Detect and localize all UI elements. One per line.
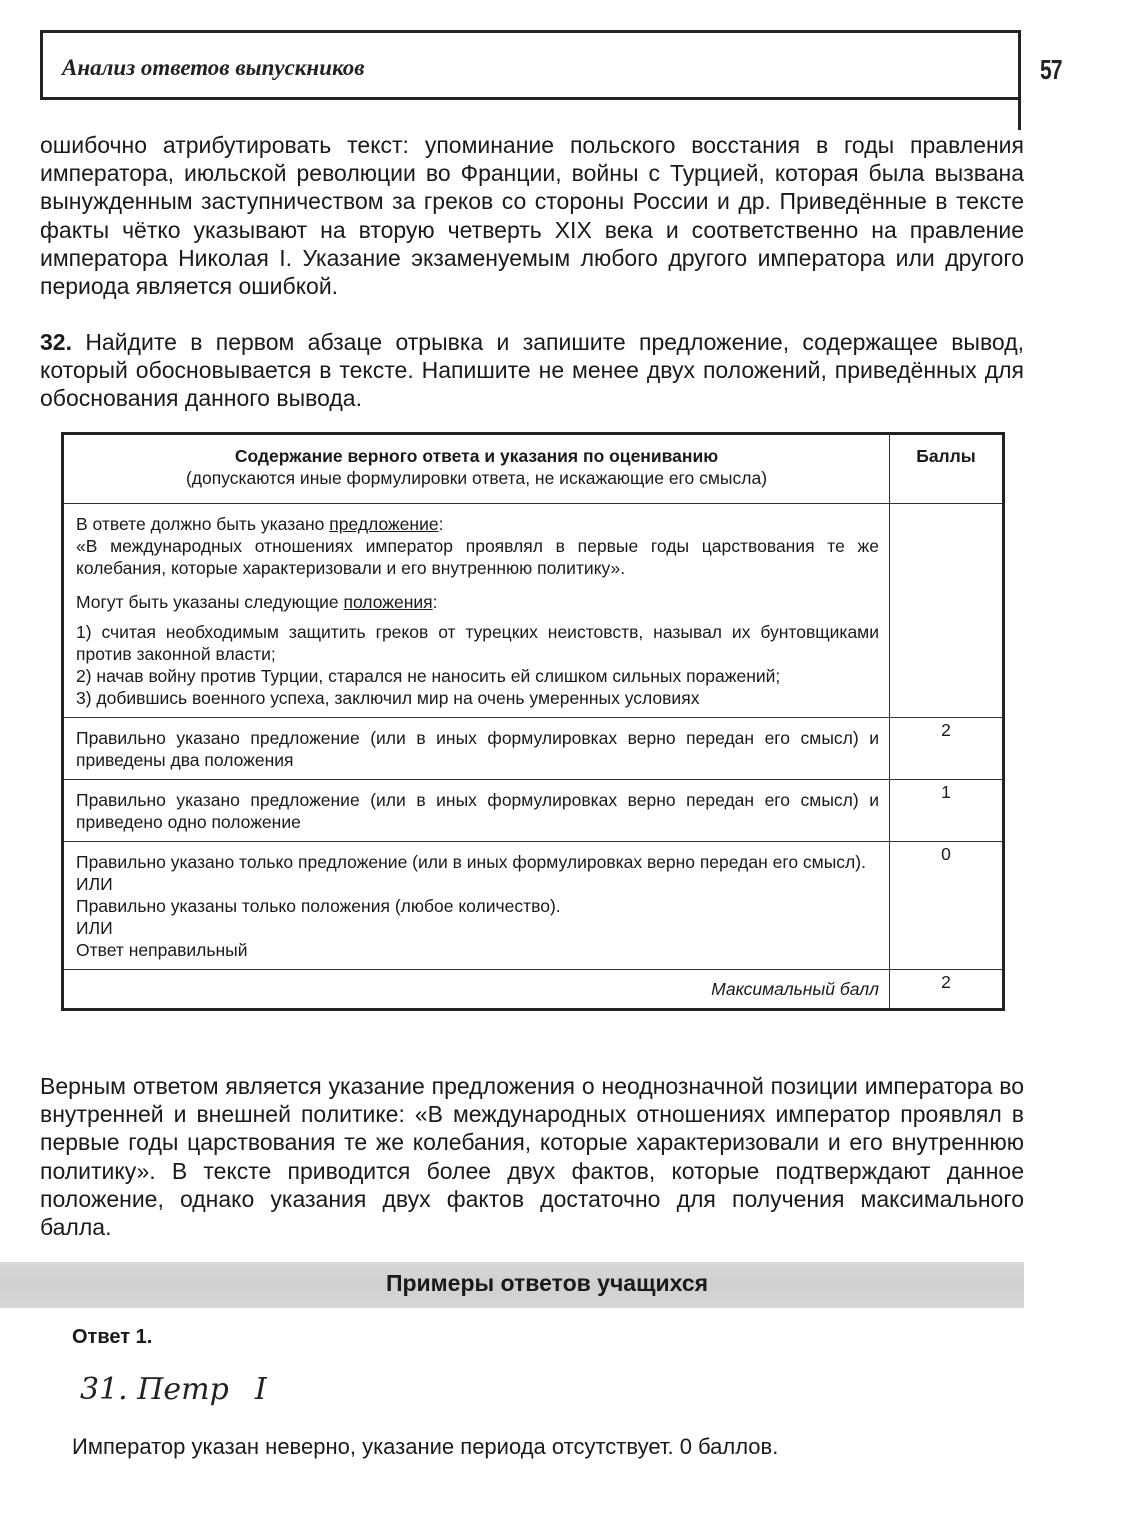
table-header-points: Баллы — [890, 434, 1004, 504]
intro-paragraph: ошибочно атрибутировать текст: упоминание польского восстания в годы правления императора, июльской революции во Франции, войны с Турцией, которая была вызвана вынужденным заступничеством за греков со стороны России и др. Приведённые в тексте факты чётко указывают на вторую четверть XIX века и соответственно на правление императора Николая I. Указание экзаменуемым любого другого императора или другого периода является ошибкой. — [40, 132, 1024, 300]
handwritten-answer: 31. Петр I — [80, 1372, 267, 1407]
running-head: Анализ ответов выпускников — [62, 55, 365, 80]
positions-lead: Могут быть указаны следующие положения: — [76, 592, 438, 612]
section-title: Примеры ответов учащихся — [385, 1270, 709, 1296]
criterion-text: Правильно указано предложение (или в иных формулировках верно передан его смысл) и приведено одно положение — [63, 780, 890, 842]
table-header-content — [63, 434, 890, 504]
criterion-points: 1 — [890, 780, 1004, 842]
criterion-text: Правильно указано только предложение (или в иных формулировках верно передан его смысл). ИЛИ Правильно указаны только положения (любое количество). ИЛИ Ответ неправильный — [63, 842, 890, 970]
criterion-text: Правильно указано предложение (или в иных формулировках верно передан его смысл) и приведены два положения — [63, 718, 890, 780]
criterion-points: 2 — [890, 718, 1004, 780]
criterion-points: 0 — [890, 842, 1004, 970]
answer-lead: В ответе должно быть указано предложение: — [76, 514, 444, 534]
position-item: 2) начав войну против Турции, старался не наносить ей слишком сильных поражений; — [76, 666, 781, 686]
question-32 — [40, 328, 1024, 413]
explanation-paragraph: Верным ответом является указание предложения о неоднозначной позиции императора во внутренней и внешней политике: «В международных отношениях император проявлял в первые годы царствования те же колебания, которые характеризовали и его внутреннюю политику». В тексте приводится более двух фактов, которые подтверждают данное положение, однако указания двух фактов достаточно для получения максимального балла. — [40, 1073, 1024, 1241]
table-header-row — [63, 434, 1004, 504]
grading-table — [61, 432, 1005, 1011]
table-row — [63, 718, 1004, 780]
table-header-note: (допускаются иные формулировки ответа, не искажающие его смысла) — [185, 468, 768, 488]
table-header-title: Содержание верного ответа и указания по оцениванию — [234, 446, 719, 466]
page-number: 57 — [1040, 54, 1062, 85]
answer-verdict: Император указан неверно, указание периода отсутствует. 0 баллов. — [72, 1434, 779, 1459]
max-score-label: Максимальный балл — [63, 970, 890, 1010]
header-rule — [1018, 30, 1021, 130]
position-item: 3) добившись военного успеха, заключил мир на очень умеренных условиях — [76, 688, 700, 708]
answer-content-row — [63, 504, 1004, 718]
term-sentence: предложение — [329, 514, 439, 534]
answer-content — [63, 504, 890, 718]
answer-points-empty — [890, 504, 1004, 718]
max-score-value: 2 — [890, 970, 1004, 1010]
table-row — [63, 842, 1004, 970]
table-row — [63, 780, 1004, 842]
term-positions: положения — [343, 592, 433, 612]
answer-quote: «В международных отношениях император проявлял в первые годы царствования те же колебания, которые характеризовали и его внутреннюю политику». — [76, 536, 879, 578]
max-score-row — [63, 970, 1004, 1010]
answer-label: Ответ 1. — [72, 1326, 153, 1348]
question-number: 32. — [40, 329, 72, 355]
position-item: 1) считая необходимым защитить греков от турецких неистовств, называл их бунтовщиками против законной власти; — [76, 622, 879, 664]
question-text: Найдите в первом абзаце отрывка и запишите предложение, содержащее вывод, который обосновывается в тексте. Напишите не менее двух положений, приведённых для обоснования данного вывода. — [40, 329, 1024, 412]
